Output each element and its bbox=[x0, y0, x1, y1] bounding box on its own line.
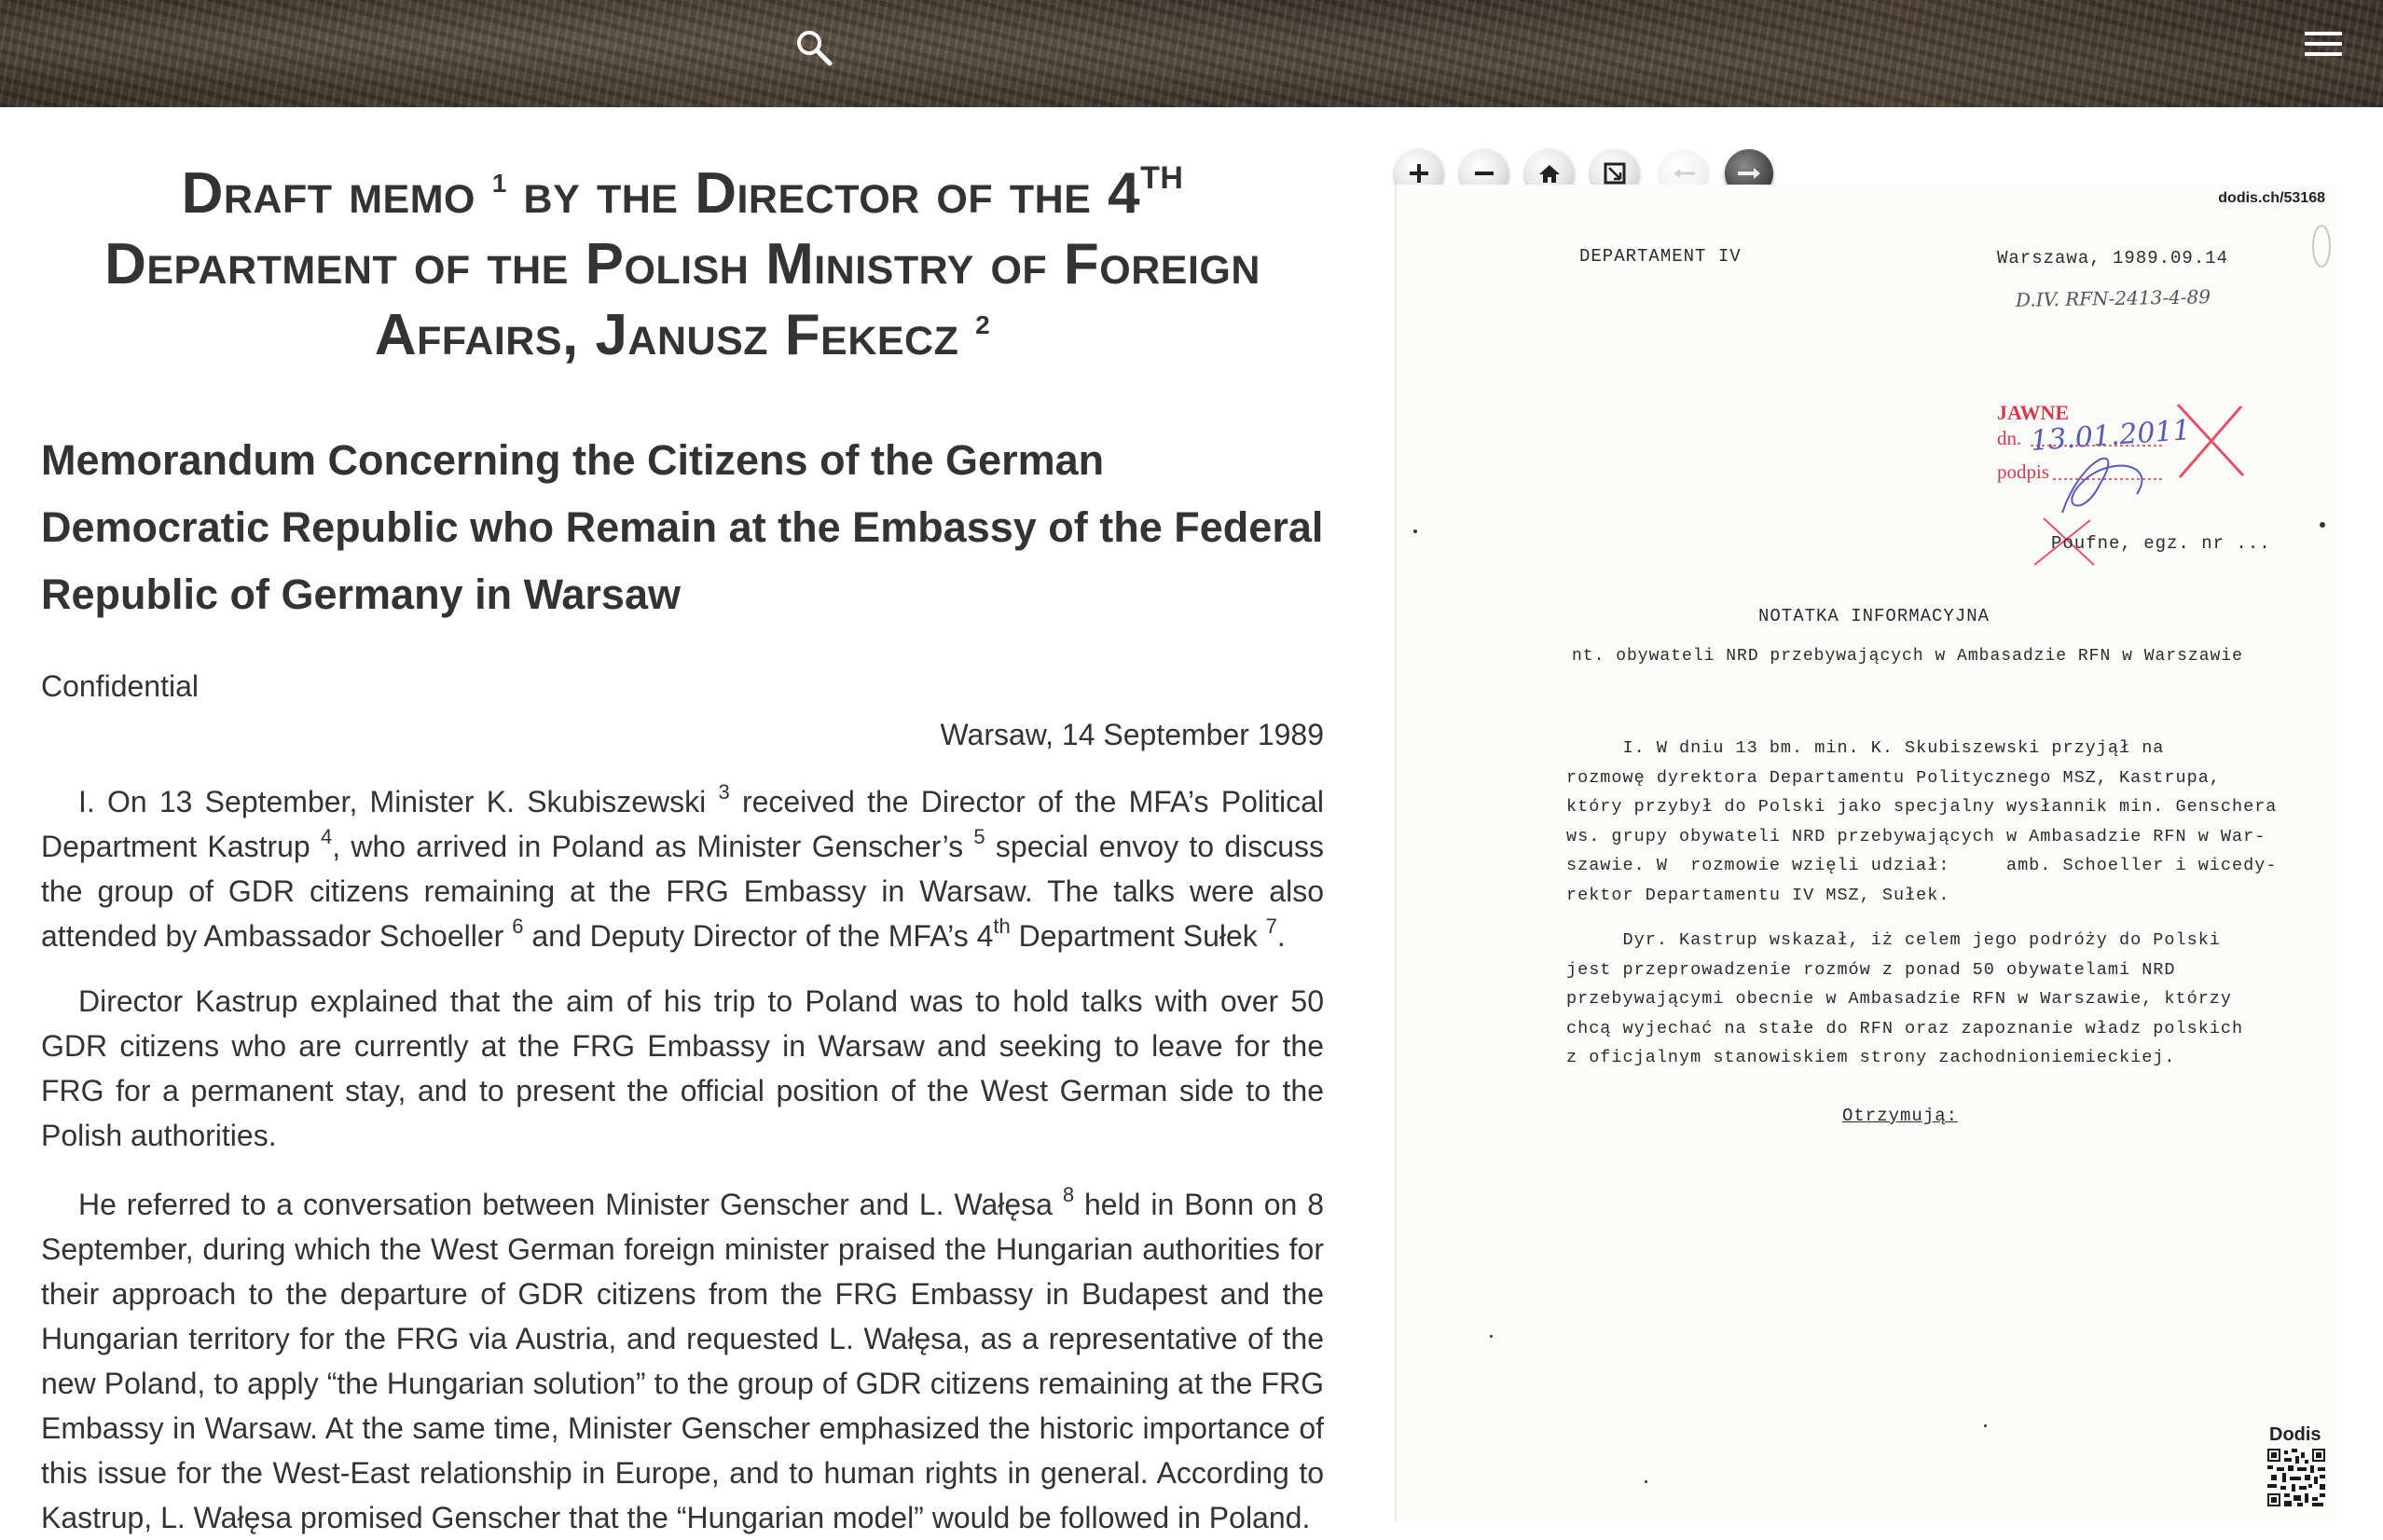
scan-speck bbox=[1984, 1424, 1987, 1427]
footnote-marker[interactable]: 2 bbox=[975, 310, 991, 339]
body-paragraph bbox=[41, 1182, 1324, 1540]
scan-text-line: przebywającymi obecnie w Ambasadzie RFN w Warszawie, którzy bbox=[1566, 989, 2233, 1009]
text-segment: held in Bonn on 8 September, during which the West German foreign minister praised the Hungarian authorities for their approach to the departure of GDR citizens from the FRG Embassy in Budapest and the Hungarian territory for the FRG via Austria, and requested L. Wałęsa, as a representative of the new Poland, to apply “the Hungarian solution” to the group of GDR citizens remaining at the FRG Embassy in Warsaw. At the same time, Minister Genscher emphasized the historic importance of this issue for the West-East relationship in Europe, and to human rights in general. According to Kastrup, L. Wałęsa promised Genscher that the “Hungarian model” would be followed in Poland. bbox=[41, 1188, 1325, 1534]
text-segment: received the Director of the MFA’s Political Department Kastrup bbox=[41, 785, 1325, 863]
text-segment: and Deputy Director of the MFA’s 4 bbox=[523, 919, 994, 953]
facsimile-viewer[interactable] bbox=[1395, 140, 2336, 1540]
footnote-marker[interactable]: 4 bbox=[320, 825, 333, 848]
footnote-marker[interactable]: 3 bbox=[718, 780, 730, 804]
text-segment: Director Kastrup explained that the aim of his trip to Poland was to hold talks with over 50 GDR citizens who are currently at the FRG Embassy in Warsaw and seeking to leave for the FRG for a permanent stay, and to present the official position of the West German side to the Polish authorities. bbox=[41, 984, 1324, 1152]
scan-text-line: rektor Departamentu IV MSZ, Sułek. bbox=[1566, 885, 1950, 905]
text-segment: Department of the Polish Ministry of Foreign Affairs, Janusz Fekecz bbox=[104, 232, 1260, 367]
search-icon bbox=[794, 28, 835, 69]
stamp-jawne: JAWNE bbox=[1997, 401, 2070, 424]
scan-text-line: który przybył do Polski jako specjalny wysłannik min. Genschera bbox=[1566, 797, 2278, 817]
scan-text-line: Dyr. Kastrup wskazał, iż celem jego podróży do Polski bbox=[1566, 930, 2221, 950]
stamp-signature-label: podpis bbox=[1997, 461, 2050, 483]
footnote-marker[interactable]: 7 bbox=[1265, 914, 1277, 938]
text-segment: He referred to a conversation between Minister Genscher and L. Wałęsa bbox=[78, 1188, 1063, 1221]
dateline: Warsaw, 14 September 1989 bbox=[940, 718, 1324, 751]
dodis-logo: Dodis bbox=[2269, 1424, 2321, 1445]
scan-date: Warszawa, 1989.09.14 bbox=[1997, 248, 2229, 268]
scan-text-line: z oficjalnym stanowiskiem strony zachodnioniemieckiej. bbox=[1566, 1048, 2176, 1067]
text-segment: I. On 13 September, Minister K. Skubiszewski bbox=[78, 785, 719, 818]
body-paragraph bbox=[41, 779, 1324, 958]
scan-heading: NOTATKA INFORMACYJNA bbox=[1758, 606, 1990, 626]
hamburger-bar bbox=[2305, 52, 2342, 56]
document-scan-image[interactable] bbox=[1395, 185, 2336, 1521]
scan-department: DEPARTAMENT IV bbox=[1579, 246, 1742, 267]
stamp-date-label: dn. bbox=[1997, 427, 2022, 449]
hamburger-menu-icon bbox=[2305, 32, 2342, 35]
footnote-marker[interactable]: TH bbox=[1140, 160, 1184, 196]
document-article bbox=[41, 158, 1324, 1540]
hamburger-bar bbox=[2305, 42, 2342, 46]
scan-speck bbox=[1413, 529, 1417, 533]
footnote-marker[interactable]: 6 bbox=[512, 914, 524, 938]
scan-text-line: szawie. W rozmowie wzięli udział: amb. Schoeller i wicedy- bbox=[1566, 856, 2278, 875]
document-title bbox=[41, 158, 1324, 371]
qr-code-icon bbox=[2267, 1449, 2325, 1506]
stamp-handwritten-date: 13.01.2011 bbox=[2029, 414, 2192, 458]
body-paragraph bbox=[41, 979, 1324, 1158]
scan-recipients: Otrzymują: bbox=[1842, 1106, 1959, 1126]
document-subtitle: Memorandum Concerning the Citizens of the German Democratic Republic who Remain at the Embassy of the Federal Republic of Germany in Warsaw bbox=[41, 436, 1324, 618]
text-segment: Department Sułek bbox=[1010, 919, 1266, 953]
scan-subheading: nt. obywateli NRD przebywających w Ambasadzie RFN w Warszawie bbox=[1572, 647, 2243, 666]
footnote-marker[interactable]: 8 bbox=[1062, 1183, 1075, 1206]
footnote-marker[interactable]: 1 bbox=[491, 169, 507, 198]
hamburger-menu-button[interactable] bbox=[2305, 32, 2342, 62]
site-header bbox=[0, 0, 2383, 107]
scan-poufne: Poufne, egz. nr ... bbox=[2051, 533, 2271, 554]
text-segment: by the Director of the 4 bbox=[506, 161, 1141, 226]
classification-label: Confidential bbox=[41, 669, 199, 703]
scan-reference: dodis.ch/53168 bbox=[2218, 190, 2325, 206]
text-segment: special envoy to discuss the group of GDR citizens remaining at the FRG Embassy in Warsaw. The talks were also attended by Ambassador Schoeller bbox=[41, 830, 1325, 953]
scan-handwritten-reference: D.IV. RFN-2413-4-89 bbox=[2015, 285, 2211, 311]
scan-speck bbox=[1490, 1335, 1493, 1338]
footnote-marker[interactable]: th bbox=[993, 914, 1011, 938]
text-segment: Draft memo bbox=[181, 161, 492, 226]
search-button[interactable] bbox=[794, 28, 835, 69]
document-body bbox=[41, 779, 1324, 1540]
scan-hole-mark bbox=[2308, 222, 2335, 270]
scan-speck bbox=[2320, 522, 2325, 528]
text-segment: , who arrived in Poland as Minister Genscher’s bbox=[332, 830, 974, 863]
scan-text-line: I. W dniu 13 bm. min. K. Skubiszewski przyjął na bbox=[1566, 738, 2165, 758]
scan-text-line: rozmowę dyrektora Departamentu Politycznego MSZ, Kastrupa, bbox=[1566, 767, 2221, 788]
scan-text-line: chcą wyjechać na stałe do RFN oraz zapoznanie władz polskich bbox=[1566, 1018, 2244, 1038]
scan-text-line: ws. grupy obywateli NRD przebywających w Ambasadzie RFN w War- bbox=[1566, 826, 2266, 846]
footnote-marker[interactable]: 5 bbox=[973, 825, 985, 848]
scan-text-line: jest przeprowadzenie rozmów z ponad 50 obywatelami NRD bbox=[1566, 959, 2176, 980]
scan-speck bbox=[1645, 1480, 1647, 1483]
text-segment: . bbox=[1276, 919, 1286, 953]
